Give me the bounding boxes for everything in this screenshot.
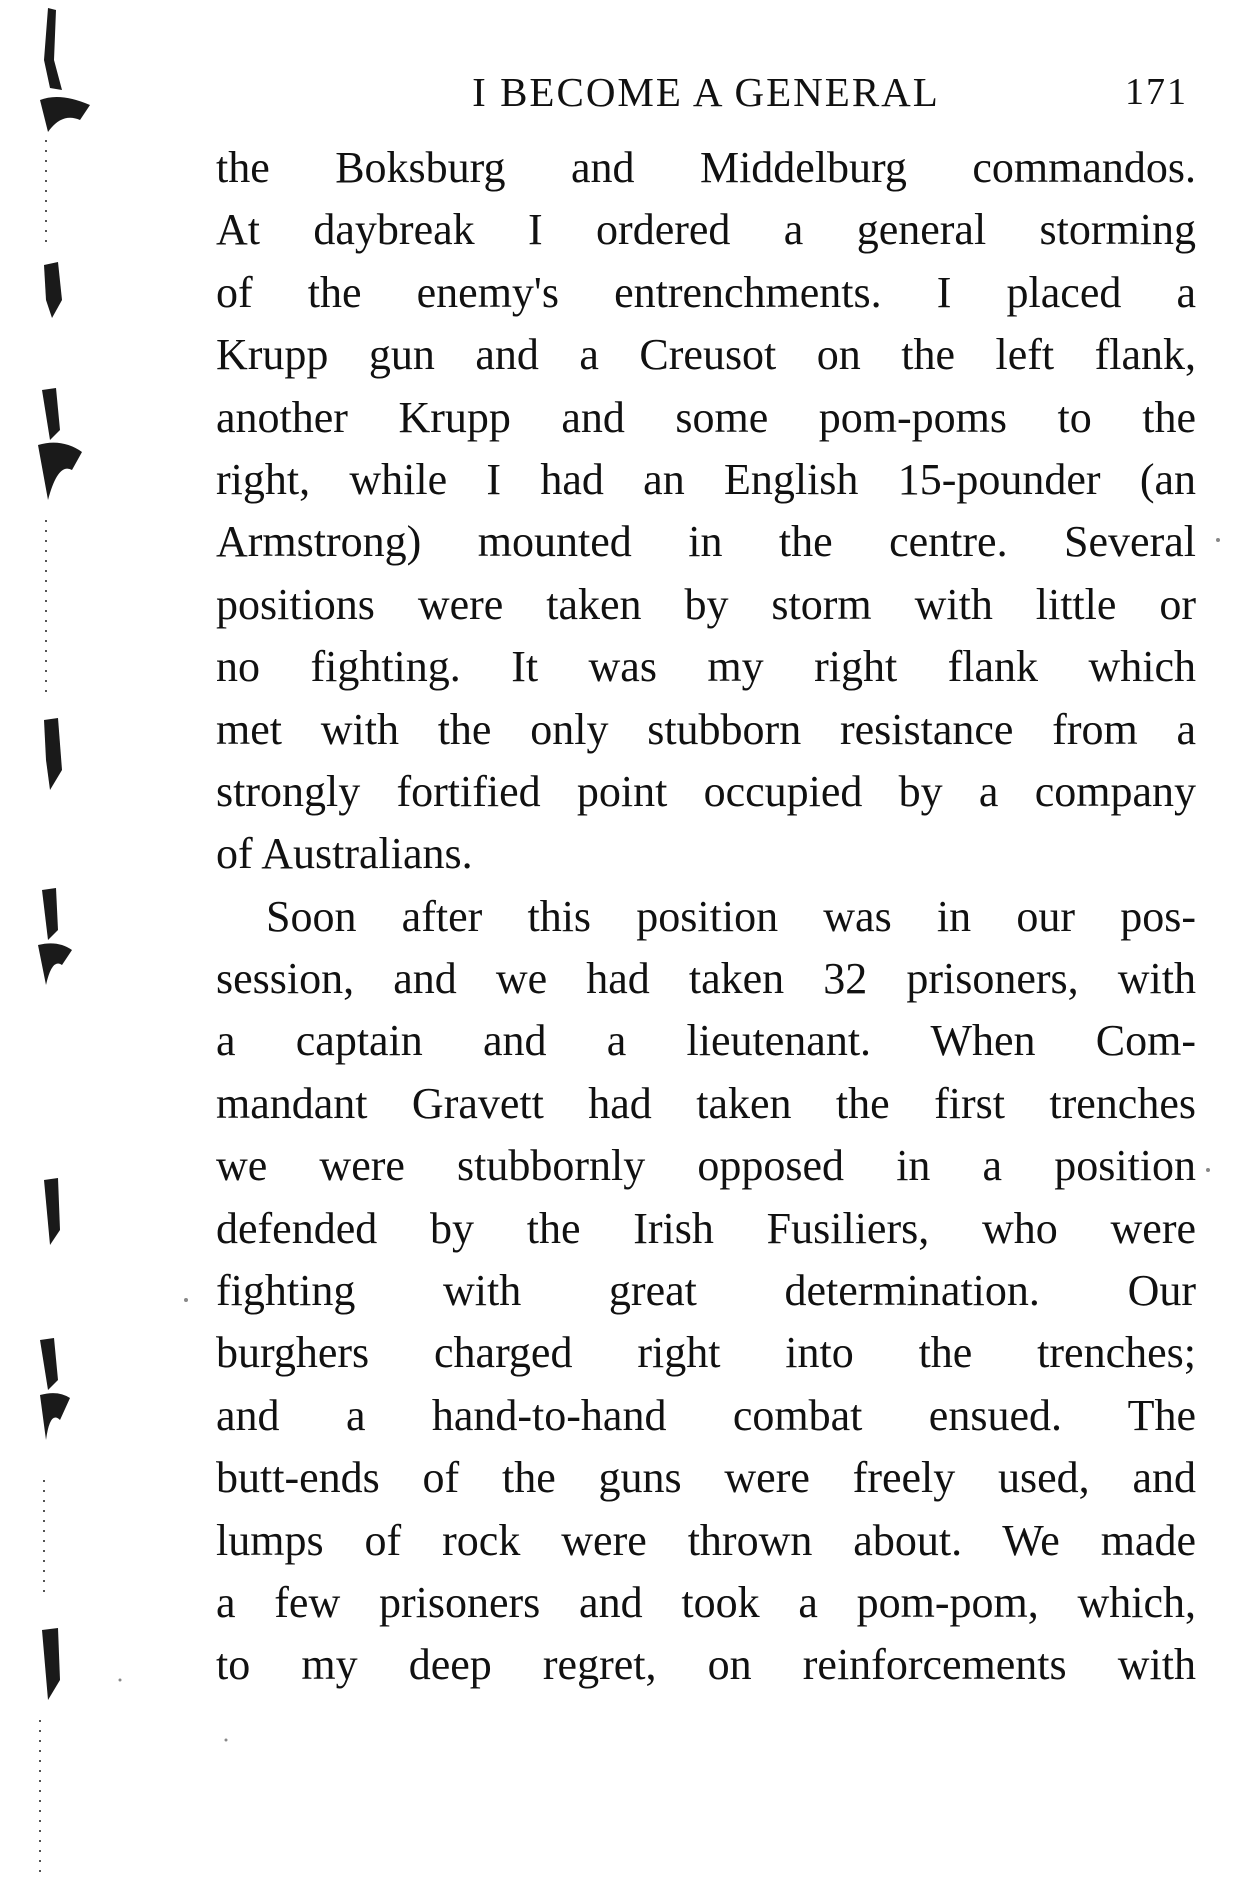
text-line: Soon after this position was in our pos- [266,891,1196,941]
text-line: we were stubbornly opposed in a position [216,1141,1196,1191]
text-line: and a hand-to-hand combat ensued. The [216,1390,1196,1440]
text-line: At daybreak I ordered a general storming [216,205,1196,255]
text-line: the Boksburg and Middelburg commandos. [216,143,1196,192]
text-line: butt-ends of the guns were freely used, and [216,1453,1196,1503]
text-line: strongly fortified point occupied by a company [216,766,1196,816]
text-line: positions were taken by storm with little or [216,579,1196,629]
text-line: met with the only stubborn resistance from a [216,704,1196,754]
running-head [216,66,1196,118]
binding-edge-stitches [0,0,110,1890]
text-line: another Krupp and some pom-poms to the [216,392,1196,442]
page-number: 171 [1125,71,1188,113]
text-line: defended by the Irish Fusiliers, who were [216,1203,1196,1253]
text-line: Armstrong) mounted in the centre. Several [216,517,1196,567]
running-head-title: I BECOME A GENERAL [472,69,940,115]
text-line: no fighting. It was my right flank which [216,642,1196,692]
text-line: of the enemy's entrenchments. I placed a [216,267,1196,317]
text-line: Krupp gun and a Creusot on the left flank, [216,330,1196,380]
text-line: fighting with great determination. Our [216,1266,1196,1316]
text-line: right, while I had an English 15-pounder (an [216,454,1196,504]
text-line: lumps of rock were thrown about. We made [216,1515,1196,1565]
text-line: to my deep regret, on reinforcements with [216,1640,1196,1690]
text-line: session, and we had taken 32 prisoners, with [216,954,1196,1004]
text-line: a captain and a lieutenant. When Com- [216,1016,1196,1066]
text-line: of Australians. [216,829,473,879]
text-line: a few prisoners and took a pom-pom, which, [216,1577,1196,1627]
text-line: mandant Gravett had taken the first trenches [216,1078,1196,1128]
text-line: burghers charged right into the trenches; [216,1328,1196,1378]
body-text [216,137,1196,1697]
